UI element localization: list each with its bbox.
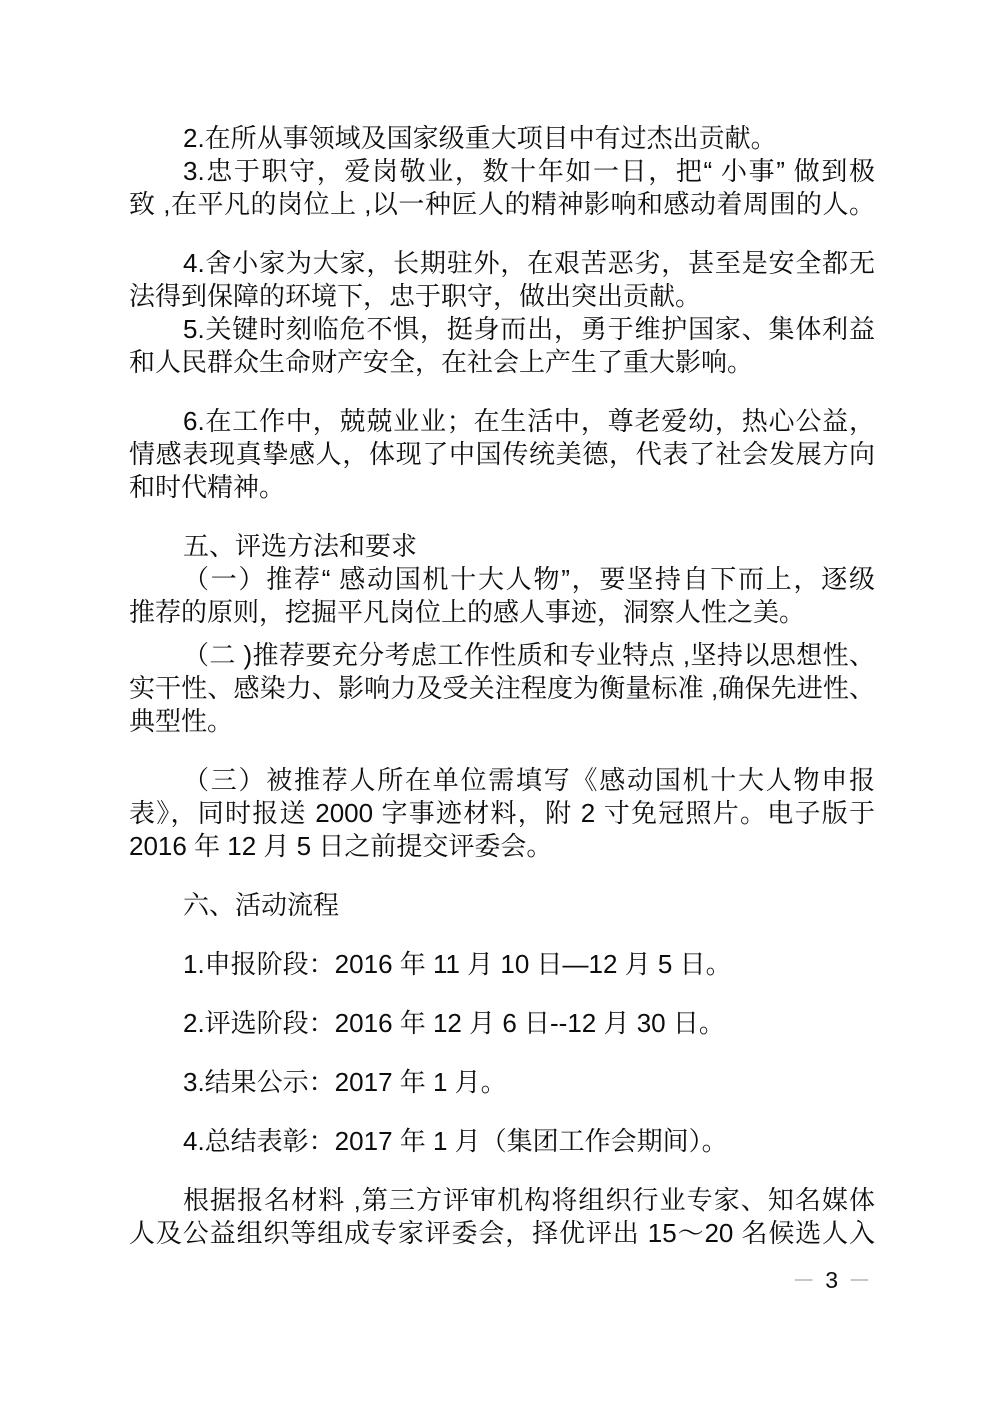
paragraph bbox=[129, 639, 875, 738]
text-line: 3.忠于职守，爱岗敬业，数十年如一日，把“ 小事” 做到极 bbox=[183, 156, 875, 186]
text-line: 5.关键时刻临危不惧，挺身而出，勇于维护国家、集体利益 bbox=[183, 314, 875, 344]
text-line: 推荐的原则，挖掘平凡岗位上的感人事迹，洞察人性之美。 bbox=[129, 597, 806, 627]
paragraph bbox=[129, 405, 875, 504]
text-line: （三）被推荐人所在单位需填写《感动国机十大人物申报 bbox=[183, 765, 875, 795]
text-line: 2016 年 12 月 5 日之前提交评委会。 bbox=[129, 831, 553, 861]
text-line: 致 ,在平凡的岗位上 ,以一种匠人的精神影响和感动着周围的人。 bbox=[129, 189, 875, 219]
text-line: （二 )推荐要充分考虑工作性质和专业特点 ,坚持以思想性、 bbox=[183, 640, 875, 670]
text-line: 根据报名材料 ,第三方评审机构将组织行业专家、知名媒体 bbox=[183, 1185, 875, 1215]
text-line: （一）推荐“ 感动国机十大人物”，要坚持自下而上，逐级 bbox=[183, 564, 875, 594]
page-number-value: 3 bbox=[825, 1267, 839, 1293]
text-line: 情感表现真挚感人，体现了中国传统美德，代表了社会发展方向 bbox=[129, 439, 875, 469]
text-line: 4.舍小家为大家，长期驻外，在艰苦恶劣，甚至是安全都无 bbox=[183, 248, 875, 278]
paragraph bbox=[129, 1066, 875, 1099]
text-line: 表》，同时报送 2000 字事迹材料，附 2 寸免冠照片。电子版于 bbox=[129, 798, 875, 828]
section-heading: 五、评选方法和要求 bbox=[183, 531, 418, 561]
text-line: 和时代精神。 bbox=[129, 472, 286, 502]
paragraph bbox=[129, 1007, 875, 1040]
page-number-right-dash: － bbox=[848, 1267, 872, 1293]
text-line: 实干性、感染力、影响力及受关注程度为衡量标准 ,确保先进性、 bbox=[129, 673, 875, 703]
paragraph bbox=[129, 764, 875, 863]
paragraph bbox=[129, 1184, 875, 1250]
text-line: 3.结果公示：2017 年 1 月。 bbox=[183, 1067, 507, 1097]
paragraph bbox=[129, 313, 875, 379]
section-heading: 六、活动流程 bbox=[183, 890, 340, 920]
paragraph bbox=[129, 1125, 875, 1158]
page-number bbox=[792, 1264, 872, 1297]
page-number-left-dash: － bbox=[792, 1267, 817, 1293]
text-line: 4.总结表彰：2017 年 1 月（集团工作会期间）。 bbox=[183, 1126, 728, 1156]
document-body bbox=[129, 122, 875, 1250]
text-line: 典型性。 bbox=[129, 706, 234, 736]
paragraph bbox=[129, 155, 875, 221]
paragraph bbox=[129, 247, 875, 313]
text-line: 人及公益组织等组成专家评委会，择优评出 15～20 名候选人入 bbox=[129, 1218, 875, 1248]
text-line: 2.在所从事领域及国家级重大项目中有过杰出贡献。 bbox=[183, 123, 777, 153]
section-heading-paragraph bbox=[129, 889, 875, 922]
paragraph bbox=[129, 948, 875, 981]
section-heading-paragraph bbox=[129, 530, 875, 563]
text-line: 和人民群众生命财产安全，在社会上产生了重大影响。 bbox=[129, 347, 754, 377]
paragraph bbox=[129, 563, 875, 629]
text-line: 2.评选阶段：2016 年 12 月 6 日--12 月 30 日。 bbox=[183, 1008, 725, 1038]
paragraph bbox=[129, 122, 875, 155]
text-line: 法得到保障的环境下，忠于职守，做出突出贡献。 bbox=[129, 281, 702, 311]
text-line: 1.申报阶段：2016 年 11 月 10 日—12 月 5 日。 bbox=[183, 949, 732, 979]
text-line: 6.在工作中，兢兢业业；在生活中，尊老爱幼，热心公益， bbox=[183, 406, 875, 436]
